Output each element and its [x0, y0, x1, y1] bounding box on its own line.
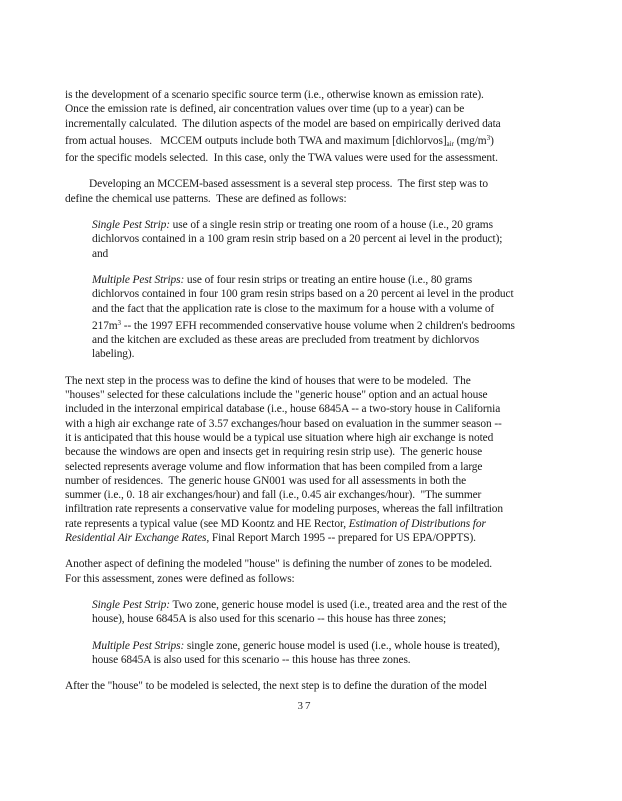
- text-run: selected represents average volume and flow information that has been compiled from a large: [65, 460, 483, 473]
- text-line: [65, 460, 567, 474]
- page-number: 37: [297, 700, 313, 712]
- paragraph: [65, 374, 567, 546]
- document-content: [65, 88, 567, 705]
- text-line: [65, 177, 567, 191]
- text-line: [92, 639, 567, 653]
- text-line: [65, 502, 567, 516]
- text-line: [65, 151, 567, 165]
- text-run: Another aspect of defining the modeled "house" is defining the number of zones to be modeled.: [65, 558, 493, 571]
- text-line: [92, 333, 567, 347]
- text-line: [92, 218, 567, 232]
- text-run: For this assessment, zones were defined as follows:: [65, 572, 295, 585]
- text-line: [65, 131, 567, 151]
- text-run: included in the interzonal empirical database (i.e., house 6845A -- a two-story house in California: [65, 403, 501, 416]
- text-line: [65, 192, 567, 206]
- text-run: dichlorvos contained in a 100 gram resin strip based on a 20 percent ai level in the product);: [92, 233, 503, 246]
- text-run-sub: air: [446, 139, 454, 148]
- text-run: dichlorvos contained in four 100 gram resin strips based on a 20 percent ai level in the product: [92, 288, 514, 301]
- text-line: [65, 117, 567, 131]
- text-run-sup: 3: [486, 133, 491, 142]
- text-run: from actual houses. MCCEM outputs include both TWA and maximum [dichlorvos]: [65, 134, 447, 147]
- text-run-i: Multiple Pest Strips:: [92, 639, 185, 652]
- text-run-i: Multiple Pest Strips:: [92, 273, 185, 286]
- text-line: [65, 102, 567, 116]
- text-run: Developing an MCCEM-based assessment is a several step process. The first step was to: [89, 178, 488, 191]
- text-line: [65, 388, 567, 402]
- text-run: summer (i.e., 0. 18 air exchanges/hour) and fall (i.e., 0.45 air exchanges/hour). "The summer: [65, 489, 482, 502]
- text-run: (mg/m: [453, 134, 487, 147]
- text-line: [92, 347, 567, 361]
- text-run: house 6845A is also used for this scenario -- this house has three zones.: [92, 653, 411, 666]
- text-line: [65, 488, 567, 502]
- text-line: [92, 287, 567, 301]
- text-run: -- the 1997 EFH recommended conservative house volume when 2 children's bedrooms: [121, 319, 515, 332]
- text-line: [65, 572, 567, 586]
- text-run: Once the emission rate is defined, air concentration values over time (up to a year) can be: [65, 103, 465, 116]
- paragraph: [92, 598, 567, 627]
- text-line: [92, 302, 567, 316]
- text-line: [92, 653, 567, 667]
- text-run: infiltration rate represents a conservative value for modeling purposes, whereas the fall infiltration: [65, 503, 503, 516]
- text-line: [65, 445, 567, 459]
- text-run: use of four resin strips or treating an entire house (i.e., 80 grams: [184, 273, 473, 286]
- text-run: incrementally calculated. The dilution aspects of the model are based on empirically derived data: [65, 117, 501, 130]
- text-line: [65, 88, 567, 102]
- text-line: [65, 557, 567, 571]
- text-run: 217m: [92, 319, 118, 332]
- text-run: After the "house" to be modeled is selected, the next step is to define the duration of the model: [65, 680, 487, 693]
- paragraph: [65, 679, 567, 693]
- text-run: use of a single resin strip or treating one room of a house (i.e., 20 grams: [169, 219, 493, 232]
- text-run-sup: 3: [117, 318, 122, 327]
- text-run: ): [490, 134, 494, 147]
- text-run: and the kitchen are excluded as these areas are precluded from treatment by dichlorvos: [92, 334, 480, 347]
- paragraph: [65, 177, 567, 206]
- text-run: "houses" selected for these calculations include the "generic house" option and an actual house: [65, 389, 488, 402]
- text-line: [92, 612, 567, 626]
- text-line: [92, 247, 567, 261]
- text-run: is the development of a scenario specific source term (i.e., otherwise known as emission rate).: [65, 89, 484, 101]
- text-run-i: Single Pest Strip:: [92, 598, 170, 611]
- text-run: and the fact that the application rate is close to the maximum for a house with a volume of: [92, 302, 495, 315]
- paragraph: [92, 218, 567, 261]
- text-run: number of residences. The generic house GN001 was used for all assessments in both the: [65, 474, 467, 487]
- text-run: and: [92, 247, 109, 260]
- text-run: Two zone, generic house model is used (i.e., treated area and the rest of the: [169, 598, 507, 611]
- text-line: [92, 232, 567, 246]
- text-run: The next step in the process was to define the kind of houses that were to be modeled. The: [65, 374, 471, 387]
- paragraph: [65, 88, 567, 165]
- paragraph: [92, 273, 567, 362]
- text-line: [65, 474, 567, 488]
- text-run: house), house 6845A is also used for this scenario -- this house has three zones;: [92, 613, 447, 626]
- text-line: [65, 417, 567, 431]
- text-line: [92, 316, 567, 333]
- text-run: define the chemical use patterns. These are defined as follows:: [65, 192, 347, 205]
- text-run-i: Single Pest Strip:: [92, 219, 170, 232]
- text-line: [65, 531, 567, 545]
- paragraph: [92, 639, 567, 668]
- text-line: [92, 598, 567, 612]
- text-run: labeling).: [92, 348, 135, 361]
- text-run: single zone, generic house model is used (i.e., whole house is treated),: [184, 639, 500, 652]
- paragraph: [65, 557, 567, 586]
- text-line: [92, 273, 567, 287]
- text-run: because the windows are open and insects get in requiring resin strip use). The generic house: [65, 446, 483, 459]
- text-run-i: Residential Air Exchange Rates,: [65, 532, 210, 545]
- text-run: Final Report March 1995 -- prepared for US EPA/OPPTS).: [209, 532, 476, 545]
- text-run: for the specific models selected. In this case, only the TWA values were used for the assessment.: [65, 152, 498, 165]
- text-run: rate represents a typical value (see MD Koontz and HE Rector,: [65, 517, 349, 530]
- text-line: [65, 431, 567, 445]
- text-line: [65, 517, 567, 531]
- text-line: [65, 374, 567, 388]
- text-line: [65, 402, 567, 416]
- text-run: with a high air exchange rate of 3.57 exchanges/hour based on evaluation in the summer season --: [65, 417, 502, 430]
- text-run-i: Estimation of Distributions for: [348, 517, 486, 530]
- text-line: [65, 679, 567, 693]
- text-run: it is anticipated that this house would be a typical use situation where high air exchange is noted: [65, 431, 494, 444]
